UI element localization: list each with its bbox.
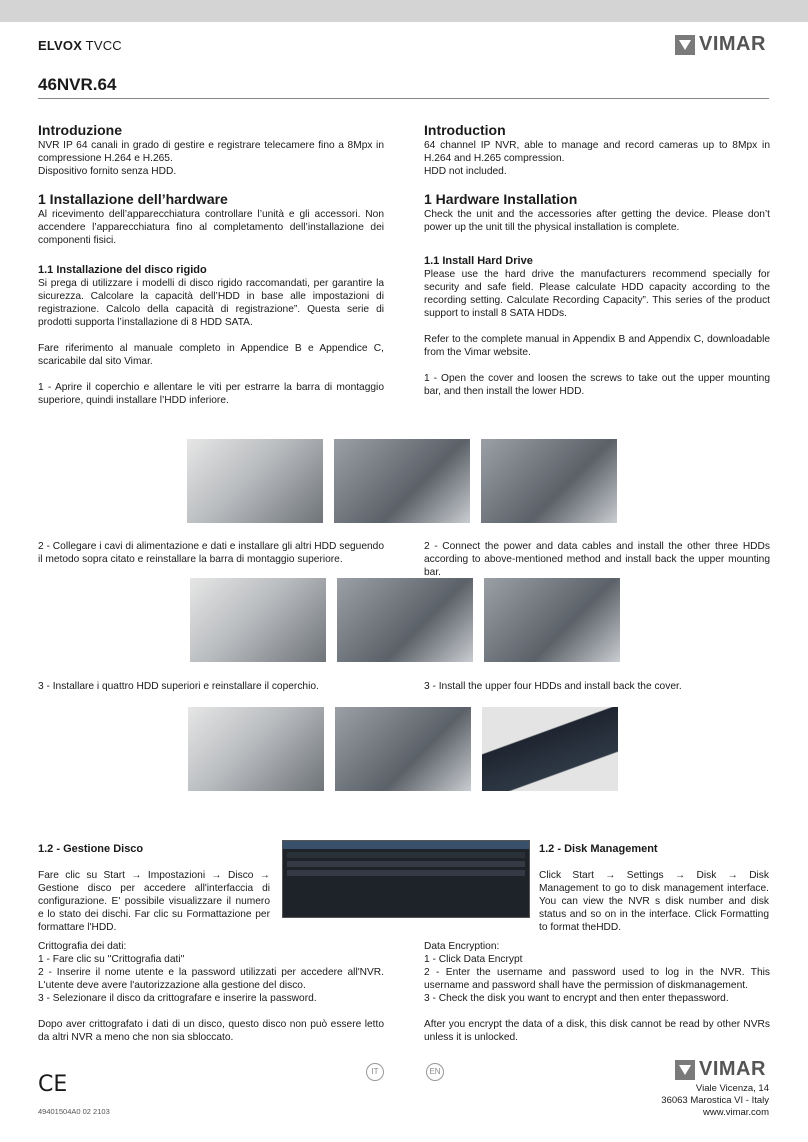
it-enc-3: 3 - Selezionare il disco da crittografare e inserire la password. [38, 993, 317, 1004]
en-step2: 2 - Connect the power and data cables and install the other three HDDs according to above-mentioned method and install back the upper mounting bar. [424, 541, 770, 578]
lang-it-badge: IT [366, 1063, 384, 1081]
vimar-logo-icon [675, 35, 695, 55]
it-intro-title: Introduzione [38, 122, 122, 138]
en-enc-2: 2 - Enter the username and password used to log in the NVR. This username and password shall have the permission of diskmanagement. [424, 967, 770, 991]
it-hdd-text: Si prega di utilizzare i modelli di disco rigido raccomandati, per garantire la sicurezza. Calcolare la capacità dell’HDD in base alle impostazioni di registrazione. Calcolo della capacità di registrazione”. Questa serie di prodotti supporta l’installazione di 8 HDD SATA. [38, 278, 384, 328]
address-line1: Viale Vicenza, 14 [695, 1083, 769, 1094]
photo-open-cover [334, 439, 470, 523]
en-disk-section [539, 842, 769, 934]
it-step1: 1 - Aprire il coperchio e allentare le viti per estrarre la barra di montaggio superiore, quindi installare l’HDD inferiore. [38, 382, 384, 406]
document-code: 49401504A0 02 2103 [38, 1107, 110, 1116]
disk-management-screenshot [282, 840, 530, 918]
top-band [0, 0, 808, 22]
photo-hdd-bay [337, 578, 473, 662]
photo-screwdriver [481, 439, 617, 523]
photo-closed-cover [482, 707, 618, 791]
en-disk-text: Click Start → Settings → Disk → Disk Management to go to disk management interface. You can view the NVR s disk number and disk status and so on in the interface. Click Formatting to format theHDD. [539, 870, 769, 933]
brand-name: ELVOX TVCC [38, 38, 122, 53]
it-hw-title: 1 Installazione dell’hardware [38, 191, 228, 207]
header-divider [38, 98, 769, 99]
en-intro-title: Introduction [424, 122, 506, 138]
it-disk-title: 1.2 - Gestione Disco [38, 843, 144, 855]
en-hw-text: Check the unit and the accessories after getting the device. Please don’t power up the unit till the physical installation is complete. [424, 209, 770, 233]
en-step1: 1 - Open the cover and loosen the screws to take out the upper mounting bar, and then install the lower HDD. [424, 373, 770, 397]
it-step3: 3 - Installare i quattro HDD superiori e reinstallare il coperchio. [38, 681, 319, 692]
it-intro-text2: Dispositivo fornito senza HDD. [38, 166, 177, 177]
en-enc-note: After you encrypt the data of a disk, this disk cannot be read by other NVRs unless it is unlocked. [424, 1019, 770, 1043]
vimar-logo: VIMAR [675, 33, 766, 56]
en-hw-title: 1 Hardware Installation [424, 191, 578, 207]
footer-address [600, 1083, 769, 1119]
english-column [424, 122, 770, 398]
it-encryption [38, 940, 384, 1044]
en-disk-title: 1.2 - Disk Management [539, 843, 658, 855]
footer-vimar-logo: VIMAR [675, 1058, 766, 1081]
footer-vimar-logo-icon [675, 1060, 695, 1080]
it-enc-1: 1 - Fare clic su ''Crittografia dati'' [38, 954, 185, 965]
en-enc-1: 1 - Click Data Encrypt [424, 954, 523, 965]
ce-mark: CE [38, 1072, 68, 1097]
photo-cables [190, 578, 326, 662]
it-disk-section [38, 842, 270, 934]
it-hw-text: Al ricevimento dell’apparecchiatura controllare l’unità e gli accessori. Non accendere l’apparecchiatura fino al completamento dell’installazione dei componenti fisici. [38, 209, 384, 246]
en-step3: 3 - Install the upper four HDDs and install back the cover. [424, 681, 682, 692]
en-enc-title: Data Encryption: [424, 941, 500, 952]
en-hdd-text: Please use the hard drive the manufacturers recommend specially for security and safe field. Please calculate HDD capacity according to the recording setting. Calculate Recording Capacity”. This series of the product support to install 8 SATA HDDs. [424, 269, 770, 319]
italian-column [38, 122, 384, 407]
photo-four-hdds [335, 707, 471, 791]
en-hdd-title: 1.1 Install Hard Drive [424, 255, 533, 267]
en-intro-text2: HDD not included. [424, 166, 507, 177]
it-enc-title: Crittografia dei dati: [38, 941, 127, 952]
en-enc-3: 3 - Check the disk you want to encrypt and then enter thepassword. [424, 993, 729, 1004]
it-hdd-text2: Fare riferimento al manuale completo in Appendice B e Appendice C, scaricabile dal sito Vimar. [38, 343, 384, 367]
it-step2: 2 - Collegare i cavi di alimentazione e dati e installare gli altri HDD seguendo il metodo sopra citato e reinstallare la barra di montaggio superiore. [38, 541, 384, 565]
address-line2: 36063 Marostica VI - Italy [661, 1095, 769, 1106]
photo-mounting-bar [484, 578, 620, 662]
en-hdd-text2: Refer to the complete manual in Appendix B and Appendix C, downloadable from the Vimar website. [424, 334, 770, 358]
lang-en-badge: EN [426, 1063, 444, 1081]
en-encryption [424, 940, 770, 1044]
it-enc-2: 2 - Inserire il nome utente e la password utilizzati per accedere all'NVR. L'utente deve avere l'autorizzazione alla gestione del disco. [38, 967, 384, 991]
photo-upper-hdd [188, 707, 324, 791]
it-enc-note: Dopo aver crittografato i dati di un disco, questo disco non può essere letto da altri NVR a meno che non sia sbloccato. [38, 1019, 384, 1043]
website-link[interactable]: www.vimar.com [703, 1107, 769, 1118]
en-intro-text: 64 channel IP NVR, able to manage and record cameras up to 8Mpx in H.264 and H.265 compression. [424, 140, 770, 164]
photo-nvr-rear [187, 439, 323, 523]
it-hdd-title: 1.1 Installazione del disco rigido [38, 264, 207, 276]
model-title: 46NVR.64 [38, 75, 117, 94]
it-intro-text: NVR IP 64 canali in grado di gestire e registrare telecamere fino a 8Mpx in compressione H.264 e H.265. [38, 140, 384, 164]
it-disk-text: Fare clic su Start → Impostazioni → Disco → Gestione disco per accedere all'interfaccia di configurazione. E' possibile visualizzare il numero e lo stato dei dischi. Far clic su Formattazione per formattare l'HDD. [38, 870, 270, 933]
